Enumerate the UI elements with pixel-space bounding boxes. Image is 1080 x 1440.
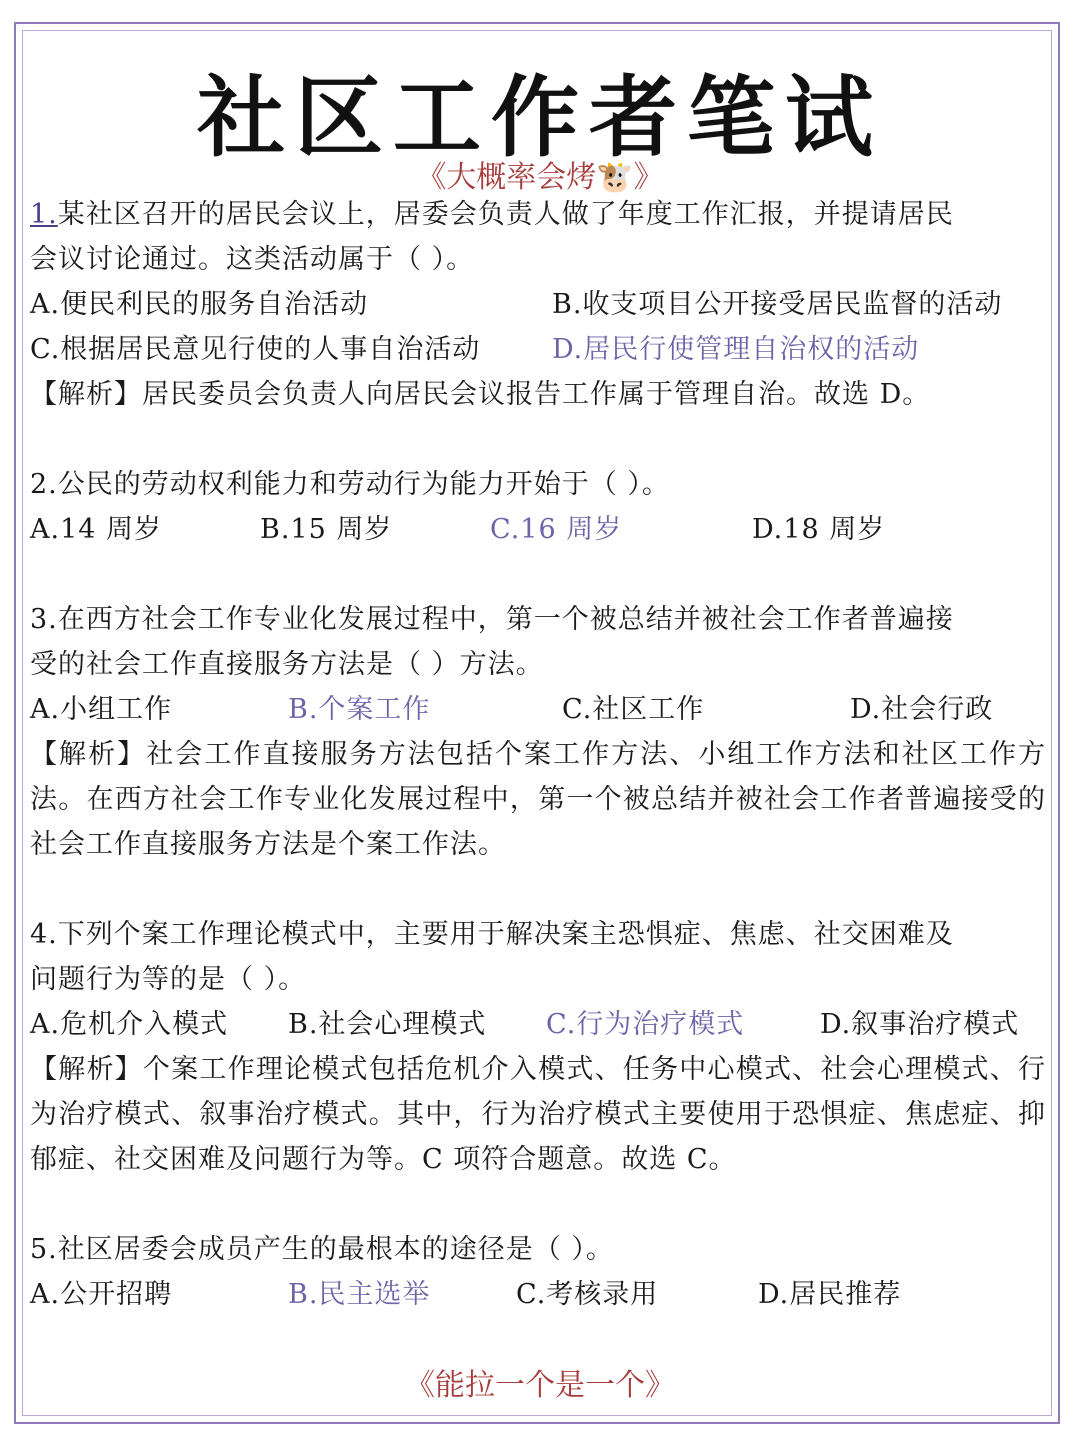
- option-row: [30, 507, 1046, 552]
- option-d: D.叙事治疗模式: [820, 1009, 1020, 1040]
- page-subtitle: 《大概率会烤🐮》: [416, 160, 664, 195]
- option-b-correct: B.个案工作: [288, 694, 431, 725]
- option-a: A.便民利民的服务自治活动: [30, 289, 369, 320]
- option-a: A.14 周岁: [30, 514, 163, 545]
- question-stem: 2.公民的劳动权利能力和劳动行为能力开始于（ ）。: [30, 469, 670, 500]
- option-a: A.危机介入模式: [30, 1009, 229, 1040]
- option-c: C.社区工作: [562, 694, 705, 725]
- option-d: D.居民推荐: [758, 1279, 902, 1310]
- option-a: A.小组工作: [30, 694, 173, 725]
- option-a: A.公开招聘: [30, 1279, 173, 1310]
- option-c: C.考核录用: [516, 1279, 659, 1310]
- question-1: [30, 192, 1046, 417]
- option-row: [30, 327, 1046, 372]
- analysis-text: 【解析】个案工作理论模式包括危机介入模式、任务中心模式、社会心理模式、行为治疗模式、叙事治疗模式。其中，行为治疗模式主要使用于恐惧症、焦虑症、抑郁症、社交困难及问题行为等。C 项符合题意。故选 C。: [30, 1054, 1046, 1175]
- analysis-text: 【解析】社会工作直接服务方法包括个案工作方法、小组工作方法和社区工作方法。在西方社会工作专业化发展过程中，第一个被总结并被社会工作者普遍接受的社会工作直接服务方法是个案工作法。: [30, 739, 1046, 860]
- question-stem-continued: 问题行为等的是（ ）。: [30, 964, 307, 995]
- option-c: C.根据居民意见行使的人事自治活动: [30, 334, 481, 365]
- option-d: D.社会行政: [850, 694, 994, 725]
- analysis-text: 【解析】居民委员会负责人向居民会议报告工作属于管理自治。故选 D。: [30, 379, 931, 410]
- question-stem: 1.某社区召开的居民会议上，居委会负责人做了年度工作汇报，并提请居民: [30, 199, 954, 230]
- page-title: 社区工作者笔试: [196, 66, 883, 169]
- question-stem-continued: 受的社会工作直接服务方法是（ ）方法。: [30, 649, 544, 680]
- option-b: B.收支项目公开接受居民监督的活动: [552, 289, 1003, 320]
- option-d: D.18 周岁: [752, 514, 886, 545]
- question-list: [30, 192, 1046, 1317]
- page-footer: 《能拉一个是一个》: [405, 1368, 675, 1403]
- option-row: [30, 282, 1046, 327]
- question-2: [30, 462, 1046, 552]
- option-c-correct: C.16 周岁: [490, 514, 623, 545]
- question-stem-continued: 会议讨论通过。这类活动属于（ ）。: [30, 244, 475, 275]
- question-3: [30, 597, 1046, 867]
- question-4: [30, 912, 1046, 1182]
- question-5: [30, 1227, 1046, 1317]
- option-c-correct: C.行为治疗模式: [546, 1009, 745, 1040]
- option-d-correct: D.居民行使管理自治权的活动: [552, 334, 920, 365]
- option-b: B.社会心理模式: [288, 1009, 487, 1040]
- question-number: 1.: [30, 199, 58, 230]
- option-b: B.15 周岁: [260, 514, 393, 545]
- question-stem: 3.在西方社会工作专业化发展过程中，第一个被总结并被社会工作者普遍接: [30, 604, 954, 635]
- option-row: [30, 1002, 1046, 1047]
- option-row: [30, 687, 1046, 732]
- option-row: [30, 1272, 1046, 1317]
- question-stem: 4.下列个案工作理论模式中，主要用于解决案主恐惧症、焦虑、社交困难及: [30, 919, 954, 950]
- option-b-correct: B.民主选举: [288, 1279, 431, 1310]
- question-stem: 5.社区居委会成员产生的最根本的途径是（ ）。: [30, 1234, 614, 1265]
